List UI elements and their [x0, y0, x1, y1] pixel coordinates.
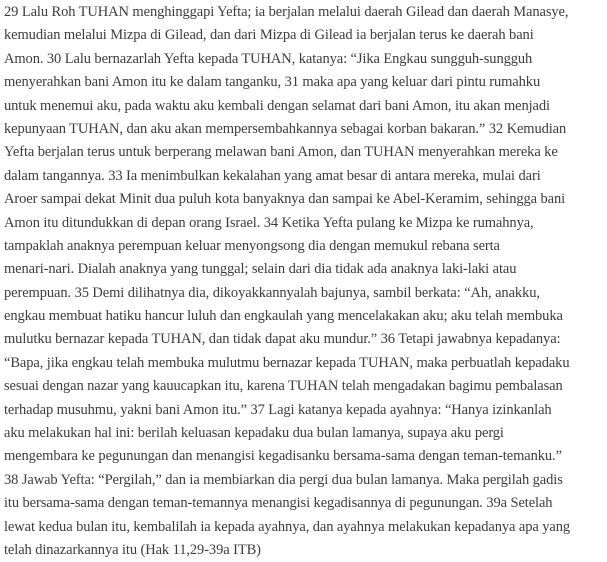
passage-line: Amon itu ditundukkan di depan orang Israel. 34 Ketika Yefta pulang ke Mizpa ke rumahnya,: [4, 214, 534, 231]
passage-line: mengembara ke pegunungan dan menangisi kegadisanku bersama-sama dengan teman-temanku.”: [4, 448, 562, 465]
passage-line: “Bapa, jika engkau telah membuka mulutmu bernazar kepada TUHAN, maka perbuatlah kepadaku: [4, 354, 570, 371]
passage-line: lewat kedua bulan itu, kembalilah ia kepada ayahnya, dan ayahnya melakukan kepadanya apa yang: [4, 518, 571, 535]
passage-line: menari-nari. Dialah anaknya yang tunggal; selain dari dia tidak ada anaknya laki-laki atau: [4, 261, 517, 278]
passage-line: 38 Jawab Yefta: “Pergilah,” dan ia membiarkan dia pergi dua bulan lamanya. Maka pergilah gadis: [4, 471, 563, 488]
passage-line: perempuan. 35 Demi dilihatnya dia, dikoyakkannyalah bajunya, sambil berkata: “Ah, anakku,: [4, 284, 540, 301]
passage-line: itu bersama-sama dengan teman-temannya menangisi kegadisannya di pegunungan. 39a Setelah: [4, 495, 553, 512]
passage-line: mulutku bernazar kepada TUHAN, dan tidak dapat aku mundur.” 36 Tetapi jawabnya kepadanya:: [4, 331, 561, 348]
passage-line: untuk menemui aku, pada waktu aku kembali dengan selamat dari bani Amon, itu akan menjadi: [4, 97, 550, 114]
passage-line: terhadap musuhmu, yakni bani Amon itu.” 37 Lagi katanya kepada ayahnya: “Hanya izinkanlah: [4, 401, 552, 418]
passage-line: aku melakukan hal ini: berilah keluasan kepadaku dua bulan lamanya, supaya aku pergi: [4, 425, 504, 442]
passage-line: menyerahkan bani Amon itu ke dalam tanganku, 31 maka apa yang keluar dari pintu rumahku: [4, 74, 541, 91]
passage-line: kepunyaan TUHAN, dan aku akan mempersembahkannya sebagai korban bakaran.” 32 Kemudian: [4, 120, 567, 137]
passage-line: 29 Lalu Roh TUHAN menghinggapi Yefta; ia berjalan melalui daerah Gilead dan daerah Manasye,: [4, 4, 569, 20]
passage-line: engkau membuat hatiku hancur luluh dan engkaulah yang mencelakakan aku; aku telah membuka: [4, 308, 563, 325]
passage-line: Yefta berjalan terus untuk berperang melawan bani Amon, dan TUHAN menyerahkan mereka ke: [4, 144, 558, 161]
passage-citation-line: telah dinazarkannya itu (Hak 11,29-39a ITB): [4, 541, 261, 558]
passage-line: sesuai dengan nazar yang kauucapkan itu, karena TUHAN telah mengadakan bagimu pembalasan: [4, 378, 563, 395]
passage-line: dalam tangannya. 33 Ia menimbulkan kekalahan yang amat besar di antara mereka, mulai dari: [4, 167, 541, 184]
passage-line: Amon. 30 Lalu bernazarlah Yefta kepada TUHAN, katanya: “Jika Engkau sungguh-sungguh: [4, 50, 533, 67]
passage-line: tampaklah anaknya perempuan keluar menyongsong dia dengan memukul rebana serta: [4, 237, 500, 254]
passage-line: kemudian melalui Mizpa di Gilead, dan dari Mizpa di Gilead ia berjalan terus ke daerah bani: [4, 27, 534, 44]
passage-line: Aroer sampai dekat Minit dua puluh kota banyaknya dan sampai ke Abel-Keramim, sehingga bani: [4, 191, 566, 208]
